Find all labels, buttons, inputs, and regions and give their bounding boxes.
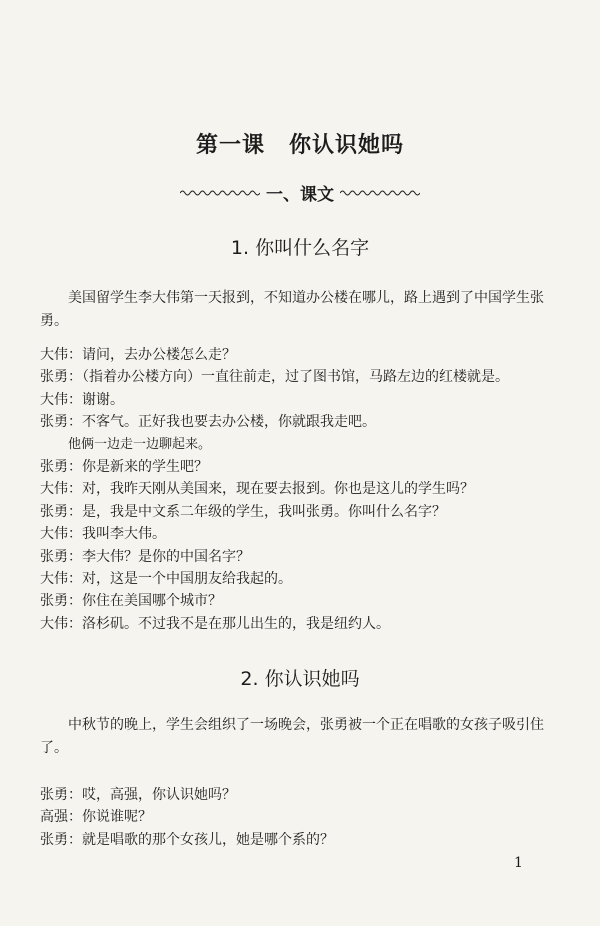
utterance: （指着办公楼方向）一直往前走，过了图书馆，马路左边的红楼就是。: [82, 369, 509, 386]
dialogue-line: [40, 806, 570, 828]
dialogue-line: [40, 784, 570, 806]
text1-title: 1. 你叫什么名字: [230, 237, 370, 259]
dialogue-line: [40, 344, 570, 366]
text2-title: 2. 你认识她吗: [240, 668, 360, 690]
utterance: 你说谁呢？: [82, 809, 152, 826]
dialogue-line: [40, 478, 570, 500]
speaker: 大伟：: [40, 526, 82, 543]
text1-dialogue: [40, 344, 570, 635]
text2-intro: 中秋节的晚上，学生会组织了一场晚会，张勇被一个正在唱歌的女孩子吸引住了。: [40, 717, 544, 756]
speaker: 张勇：: [40, 458, 82, 475]
dialogue-line: [40, 590, 570, 612]
speaker: 张勇：: [40, 369, 82, 386]
utterance: 我叫李大伟。: [82, 526, 166, 543]
utterance: 对，这是一个中国朋友给我起的。: [82, 570, 292, 587]
speaker: 高强：: [40, 809, 82, 826]
dialogue-line: [40, 829, 570, 851]
dialogue-line: [40, 366, 570, 388]
wave-ornament-right: [340, 188, 420, 198]
utterance: 你是新来的学生吧？: [82, 458, 208, 475]
utterance: 对，我昨天刚从美国来，现在要去报到。你也是这儿的学生吗？: [82, 481, 474, 498]
wave-ornament-left: [180, 188, 260, 198]
lesson-number: 第一课: [195, 133, 265, 158]
page-number: 1: [514, 855, 523, 871]
stage-direction-text: 他俩一边走一边聊起来。: [68, 436, 212, 452]
speaker: 张勇：: [40, 548, 82, 565]
speaker: 张勇：: [40, 831, 82, 848]
utterance: 你住在美国哪个城市？: [82, 593, 222, 610]
utterance: 是，我是中文系二年级的学生，我叫张勇。你叫什么名字？: [82, 503, 446, 520]
dialogue-line: [40, 613, 570, 635]
dialogue-line: [40, 501, 570, 523]
utterance: 就是唱歌的那个女孩儿，她是哪个系的？: [82, 831, 334, 848]
dialogue-line: [40, 456, 570, 478]
speaker: 大伟：: [40, 570, 82, 587]
speaker: 大伟：: [40, 347, 82, 363]
speaker: 大伟：: [40, 615, 82, 632]
dialogue-line: [40, 523, 570, 545]
speaker: 张勇：: [40, 414, 82, 431]
speaker: 张勇：: [40, 593, 82, 610]
dialogue-line: [40, 546, 570, 568]
speaker: 大伟：: [40, 391, 82, 408]
dialogue-line: [40, 411, 570, 433]
utterance: 哎，高强，你认识她吗？: [82, 787, 236, 803]
section-heading-text: 一、课文: [266, 185, 334, 205]
speaker: 张勇：: [40, 787, 82, 803]
stage-direction: [40, 434, 570, 456]
lesson-title: [0, 128, 600, 159]
utterance: 谢谢。: [82, 391, 124, 408]
section-heading: [0, 180, 600, 205]
speaker: 大伟：: [40, 481, 82, 498]
utterance: 请问，去办公楼怎么走？: [82, 347, 236, 363]
utterance: 洛杉矶。不过我不是在那儿出生的，我是纽约人。: [82, 615, 390, 632]
dialogue-line: [40, 389, 570, 411]
lesson-name: 你认识她吗: [289, 133, 405, 158]
utterance: 不客气。正好我也要去办公楼，你就跟我走吧。: [82, 414, 376, 431]
speaker: 张勇：: [40, 503, 82, 520]
text1-intro: 美国留学生李大伟第一天报到，不知道办公楼在哪儿，路上遇到了中国学生张勇。: [40, 290, 544, 329]
utterance: 李大伟？是你的中国名字？: [82, 548, 250, 565]
text2-dialogue: [40, 784, 570, 851]
dialogue-line: [40, 568, 570, 590]
